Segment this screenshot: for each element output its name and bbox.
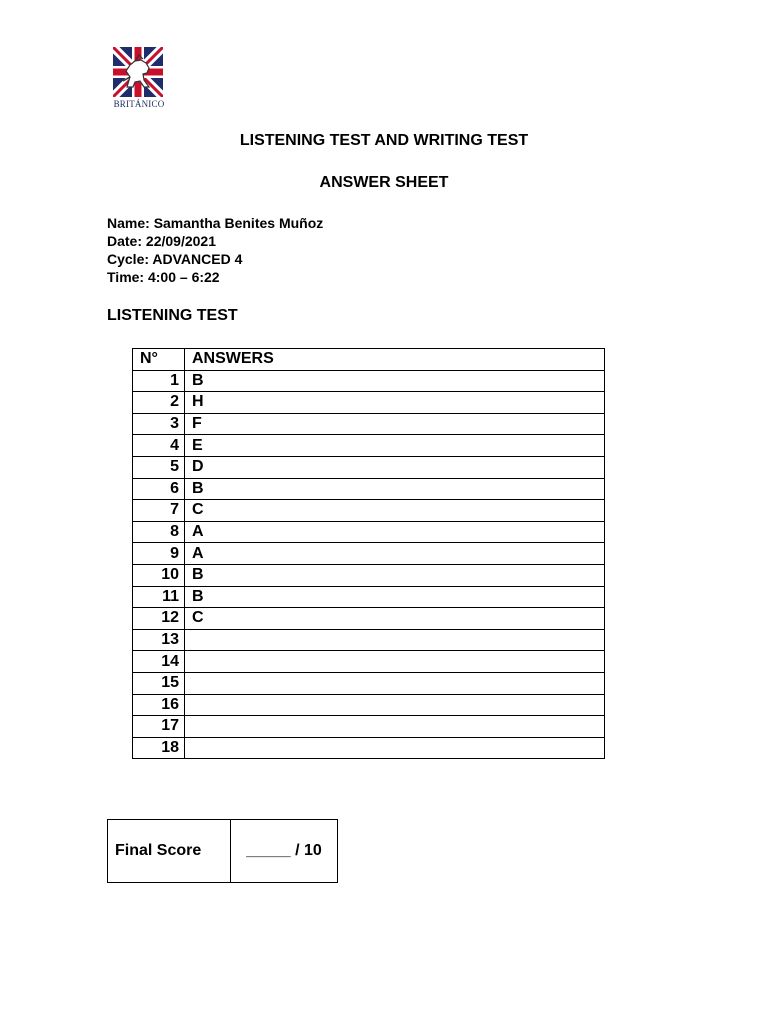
answer-cell: F	[185, 413, 605, 435]
table-row	[133, 651, 605, 673]
question-number: 13	[133, 629, 185, 651]
table-row	[133, 672, 605, 694]
question-number: 9	[133, 543, 185, 565]
answer-cell: B	[185, 370, 605, 392]
table-row	[133, 564, 605, 586]
cycle-value: ADVANCED 4	[152, 251, 243, 267]
date-label: Date:	[107, 233, 143, 249]
answer-cell: B	[185, 564, 605, 586]
answer-cell	[185, 629, 605, 651]
table-row	[133, 500, 605, 522]
table-row	[133, 478, 605, 500]
question-number: 5	[133, 456, 185, 478]
date-value: 22/09/2021	[145, 233, 216, 249]
table-row	[133, 694, 605, 716]
time-value: 4:00 – 6:22	[147, 269, 220, 285]
question-number: 6	[133, 478, 185, 500]
table-row	[133, 521, 605, 543]
question-number: 16	[133, 694, 185, 716]
name-value: Samantha Benites Muñoz	[153, 215, 324, 231]
answer-cell	[185, 737, 605, 759]
answer-cell: B	[185, 586, 605, 608]
answer-cell	[185, 716, 605, 738]
time-row	[107, 268, 323, 286]
table-row	[133, 608, 605, 630]
column-header-number: N°	[133, 349, 185, 371]
answer-cell	[185, 672, 605, 694]
union-jack-lion-icon	[113, 47, 163, 97]
score-row	[108, 820, 338, 883]
answer-cell	[185, 651, 605, 673]
student-info	[107, 214, 323, 286]
table-row	[133, 392, 605, 414]
question-number: 11	[133, 586, 185, 608]
question-number: 4	[133, 435, 185, 457]
final-score-label: Final Score	[108, 820, 231, 883]
question-number: 15	[133, 672, 185, 694]
table-row	[133, 370, 605, 392]
answer-cell: A	[185, 543, 605, 565]
answer-cell: E	[185, 435, 605, 457]
cycle-row	[107, 250, 323, 268]
question-number: 14	[133, 651, 185, 673]
column-header-answers: ANSWERS	[185, 349, 605, 371]
question-number: 3	[133, 413, 185, 435]
table-row	[133, 543, 605, 565]
question-number: 10	[133, 564, 185, 586]
britanico-logo	[107, 45, 171, 113]
question-number: 2	[133, 392, 185, 414]
answer-cell: C	[185, 608, 605, 630]
question-number: 7	[133, 500, 185, 522]
cycle-label: Cycle:	[107, 251, 150, 267]
answer-cell: B	[185, 478, 605, 500]
question-number: 18	[133, 737, 185, 759]
name-row	[107, 214, 323, 232]
table-row	[133, 716, 605, 738]
name-label: Name:	[107, 215, 150, 231]
document-subtitle: ANSWER SHEET	[319, 174, 449, 191]
table-header-row	[133, 349, 605, 371]
question-number: 17	[133, 716, 185, 738]
answer-cell: A	[185, 521, 605, 543]
final-score-value: _____ / 10	[231, 820, 338, 883]
date-row	[107, 232, 323, 250]
time-label: Time:	[107, 269, 145, 285]
document-title: LISTENING TEST AND WRITING TEST	[239, 132, 529, 149]
answer-cell: D	[185, 456, 605, 478]
table-row	[133, 435, 605, 457]
question-number: 8	[133, 521, 185, 543]
question-number: 1	[133, 370, 185, 392]
final-score-box	[107, 819, 338, 883]
answer-cell: H	[185, 392, 605, 414]
table-row	[133, 737, 605, 759]
section-title: LISTENING TEST	[107, 307, 238, 324]
answer-cell: C	[185, 500, 605, 522]
question-number: 12	[133, 608, 185, 630]
table-row	[133, 456, 605, 478]
table-row	[133, 586, 605, 608]
answers-table	[132, 348, 605, 759]
table-row	[133, 629, 605, 651]
answer-cell	[185, 694, 605, 716]
table-row	[133, 413, 605, 435]
logo-text: BRITÁNICO	[113, 99, 165, 109]
